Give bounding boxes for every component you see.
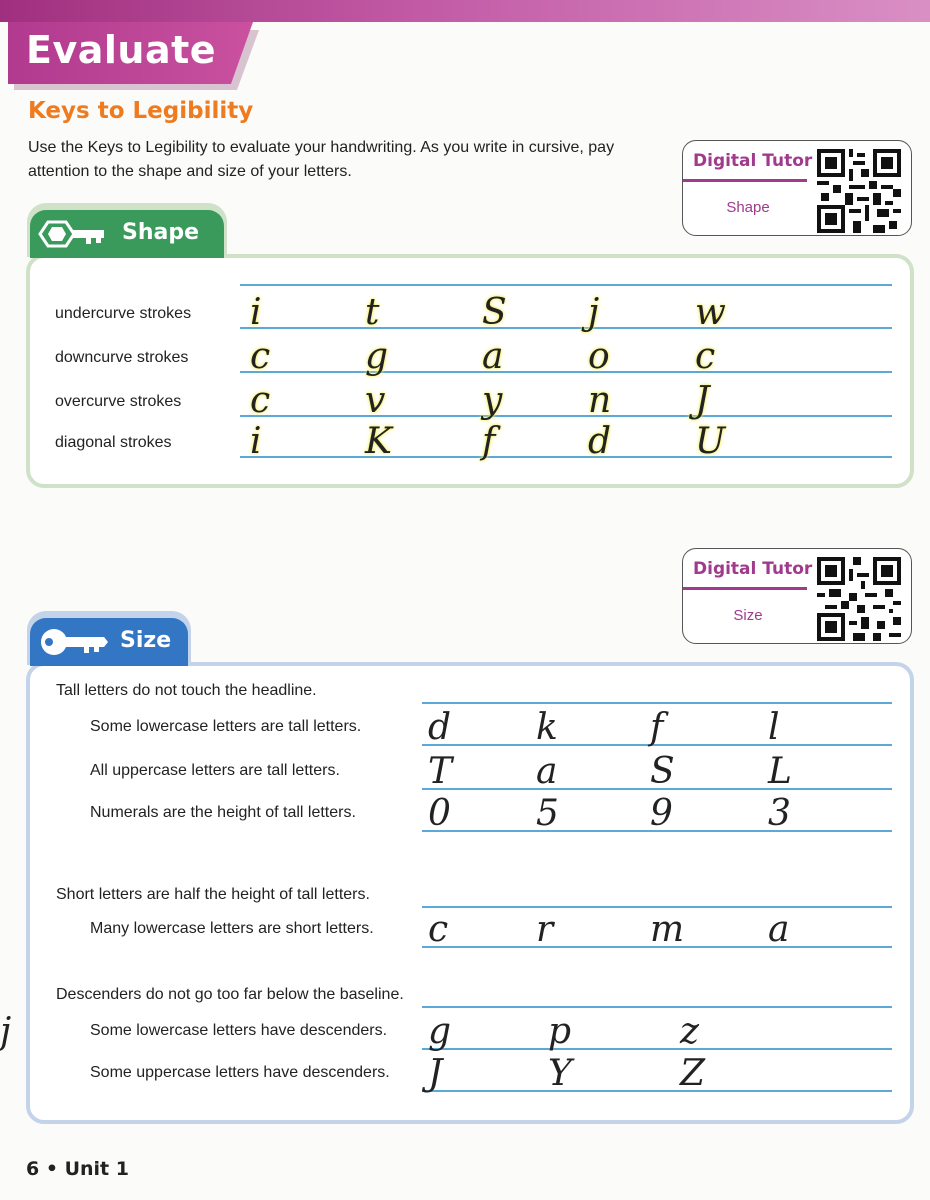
baseline-guide [240, 456, 892, 458]
size-tab [30, 618, 188, 666]
cursive-letter: K [365, 421, 392, 462]
cursive-letter: f [650, 707, 664, 748]
shape-tab-label: Shape [122, 220, 200, 245]
baseline-guide [240, 415, 892, 417]
example-label: Some uppercase letters have descenders. [90, 1064, 390, 1081]
size-tab-label: Size [120, 628, 172, 653]
example-label: All uppercase letters are tall letters. [90, 762, 340, 779]
top-color-band [0, 0, 930, 22]
digital-tutor-title: Digital Tutor [693, 151, 813, 171]
cursive-letter: Y [548, 1053, 572, 1094]
cursive-letter: m [650, 909, 685, 950]
cursive-letter: n [588, 380, 612, 421]
shape-tab [30, 210, 224, 258]
guide-line-top [422, 1006, 892, 1008]
guide-line-top [422, 702, 892, 704]
digital-tutor-label: Size [733, 607, 763, 624]
cursive-letter: r [536, 909, 554, 950]
cursive-letter: c [250, 380, 271, 421]
stroke-type-label: undercurve strokes [55, 305, 192, 322]
cursive-letter: 0 [428, 793, 451, 834]
example-label: Some lowercase letters have descenders. [90, 1022, 388, 1039]
digital-tutor-shape-card[interactable] [682, 140, 912, 236]
cursive-letter: 9 [650, 793, 673, 834]
cursive-letter: S [482, 292, 507, 333]
digital-tutor-size-card[interactable] [682, 548, 912, 644]
intro-text: Use the Keys to Legibility to evaluate your handwriting. As you write in cursive, pay attention to the shape and size of your letters. [28, 139, 615, 180]
example-label: Many lowercase letters are short letters. [90, 920, 374, 937]
cursive-letter: t [365, 292, 380, 333]
cursive-letter: o [588, 336, 610, 377]
cursive-letter: J [428, 1053, 443, 1094]
cursive-letter: k [536, 707, 558, 748]
stroke-type-label: downcurve strokes [55, 349, 189, 366]
cursive-letter: v [365, 380, 386, 421]
cursive-letter: f [482, 421, 496, 462]
page-footer: 6 • Unit 1 [26, 1158, 129, 1180]
cursive-letter: 3 [768, 793, 791, 834]
qr-code-icon[interactable] [817, 149, 901, 233]
cursive-letter: i [250, 292, 262, 333]
example-label: Some lowercase letters are tall letters. [90, 718, 362, 735]
cursive-letter: j [0, 1011, 12, 1052]
cursive-letter: d [588, 421, 612, 462]
key-icon [38, 626, 110, 658]
stroke-type-label: diagonal strokes [55, 434, 172, 451]
tutor-underline [683, 587, 807, 590]
keys-to-legibility-heading: Keys to Legibility [28, 98, 254, 124]
cursive-letter: w [695, 292, 726, 333]
cursive-letter: g [365, 336, 389, 377]
cursive-letter: d [428, 707, 452, 748]
cursive-letter: j [588, 292, 600, 333]
baseline-guide [422, 1048, 892, 1050]
cursive-letter: T [428, 751, 453, 792]
guide-line-top [422, 906, 892, 908]
key-icon [38, 218, 110, 250]
cursive-letter: J [695, 380, 710, 421]
cursive-letter: 5 [536, 793, 559, 834]
digital-tutor-label: Shape [726, 199, 770, 216]
example-label: Numerals are the height of tall letters. [90, 804, 356, 821]
rule-heading: Short letters are half the height of tall letters. [56, 886, 370, 903]
cursive-letter: c [428, 909, 449, 950]
digital-tutor-title: Digital Tutor [693, 559, 813, 579]
cursive-letter: L [768, 751, 792, 792]
page-title: Evaluate [26, 28, 217, 72]
cursive-letter: l [768, 707, 780, 748]
cursive-letter: p [548, 1011, 572, 1052]
cursive-letter: y [482, 380, 503, 421]
cursive-letter: a [768, 909, 790, 950]
baseline-guide [240, 327, 892, 329]
qr-code-icon[interactable] [817, 557, 901, 641]
cursive-letter: z [680, 1011, 699, 1052]
cursive-letter: a [482, 336, 504, 377]
cursive-letter: a [536, 751, 558, 792]
guide-line-top [240, 284, 892, 286]
cursive-letter: S [650, 751, 675, 792]
baseline-guide [422, 1090, 892, 1092]
cursive-letter: c [695, 336, 716, 377]
cursive-letter: g [428, 1011, 452, 1052]
cursive-letter: c [250, 336, 271, 377]
baseline-guide [240, 371, 892, 373]
rule-heading: Descenders do not go too far below the baseline. [56, 986, 404, 1003]
stroke-type-label: overcurve strokes [55, 393, 182, 410]
tutor-underline [683, 179, 807, 182]
rule-heading: Tall letters do not touch the headline. [56, 682, 317, 699]
cursive-letter: Z [680, 1053, 706, 1094]
cursive-letter: i [250, 421, 262, 462]
cursive-letter: U [695, 421, 726, 462]
